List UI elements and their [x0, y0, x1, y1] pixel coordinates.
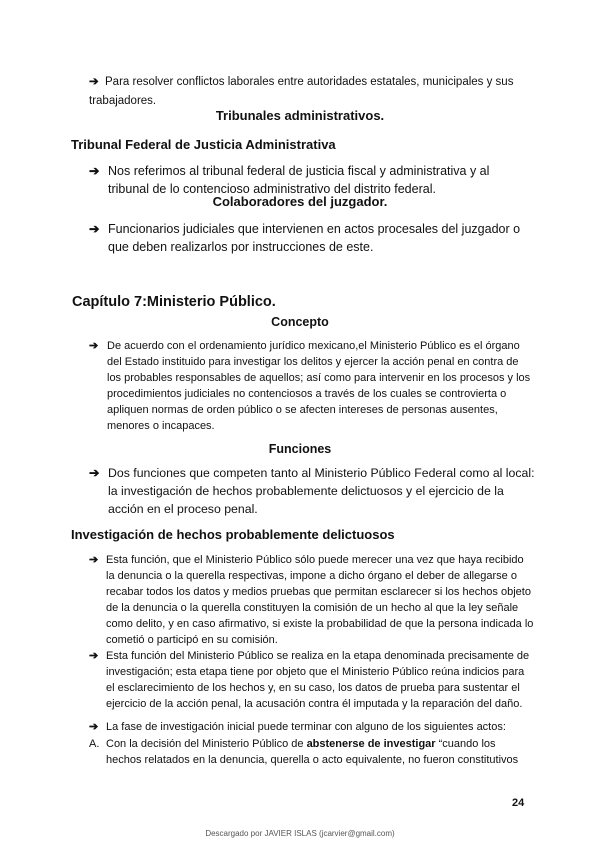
intro-bullet-text: Para resolver conflictos laborales entre autoridades estatales, municipales y sus trabajadores.	[89, 76, 514, 107]
investigacion-heading: Investigación de hechos probablemente delictuosos	[71, 527, 395, 542]
arrow-icon: ➔	[89, 650, 99, 662]
intro-bullet	[89, 73, 519, 111]
arrow-icon: ➔	[89, 164, 100, 178]
inv-bullet-1-text: Esta función, que el Ministerio Público sólo puede merecer una vez que haya recibido la denuncia o la querella respectivas, impone a dicho órgano el deber de allegarse o recabar todos los datos y medios pruebas que permitan esclarecer si los hechos objeto de la denuncia o la querella constituyen la comisión de un hecho al que la ley señale como delito, y en caso afirmativo, si existe la probabilidad de que la persona indicada lo cometió o participó en su comisión.	[106, 554, 534, 646]
tribunales-heading: Tribunales administrativos.	[215, 108, 385, 123]
inv-bullet-1	[89, 552, 534, 648]
funciones-bullet	[89, 464, 539, 518]
download-footer: Descargado por JAVIER ISLAS (jcarvier@gmail.com)	[205, 829, 395, 838]
concepto-bullet	[89, 338, 534, 434]
funciones-bullet-text: Dos funciones que competen tanto al Ministerio Público Federal como al local: la investigación de hechos probablemente delictuosos y el ejercicio de la acción en el proceso penal.	[108, 466, 535, 516]
chapter-title: Capítulo 7:Ministerio Público.	[72, 294, 276, 310]
list-item-a	[89, 736, 534, 768]
inv-bullet-2-text: Esta función del Ministerio Público se realiza en la etapa denominada precisamente de investigación; esta etapa tiene por objeto que el Ministerio Público reúna indicios para el esclarecimiento de los hechos y, en su caso, los datos de prueba para sustentar el ejercicio de la acción penal, la acusación contra él imputada y la reparación del daño.	[106, 650, 530, 710]
tribunal-bullet-text: Nos referimos al tribunal federal de justicia fiscal y administrativa y al tribunal de lo contencioso administrativo del distrito federal.	[108, 164, 490, 196]
colaboradores-bullet-text: Funcionarios judiciales que intervienen en actos procesales del juzgador o que deben realizarlos por instrucciones de este.	[108, 222, 521, 254]
arrow-icon: ➔	[89, 222, 100, 236]
colaboradores-heading: Colaboradores del juzgador.	[212, 194, 388, 209]
arrow-icon: ➔	[89, 721, 99, 733]
arrow-icon: ➔	[89, 76, 99, 88]
tribunal-bullet	[89, 162, 529, 198]
page-number: 24	[512, 797, 525, 809]
inv-bullet-3	[89, 719, 549, 735]
funciones-heading: Funciones	[268, 442, 332, 456]
arrow-icon: ➔	[89, 466, 100, 480]
colaboradores-bullet	[89, 220, 529, 256]
concepto-bullet-text: De acuerdo con el ordenamiento jurídico mexicano,el Ministerio Público es el órgano del Estado instituido para investigar los delitos y ejercer la acción penal en contra de los probables responsables de aquellos; así como para intervenir en los procesos y los procedimientos judiciales no contenciosos a través de los cuales se controvierta o apliquen normas de orden público o se afecten intereses de personas ausentes, menores o incapaces.	[107, 340, 531, 432]
arrow-icon: ➔	[89, 340, 99, 352]
inv-bullet-2	[89, 648, 534, 712]
inv-bullet-3-text: La fase de investigación inicial puede terminar con alguno de los siguientes actos:	[106, 721, 506, 733]
list-item-a-text: Con la decisión del Ministerio Público de abstenerse de investigar “cuando los hechos relatados en la denuncia, querella o acto equivalente, no fueron constitutivos	[106, 738, 519, 766]
concepto-heading: Concepto	[271, 315, 329, 329]
tribunal-federal-heading: Tribunal Federal de Justicia Administrativa	[71, 137, 336, 152]
list-marker: A.	[89, 738, 100, 750]
arrow-icon: ➔	[89, 554, 99, 566]
abstenerse-bold: abstenerse de investigar	[306, 738, 436, 750]
